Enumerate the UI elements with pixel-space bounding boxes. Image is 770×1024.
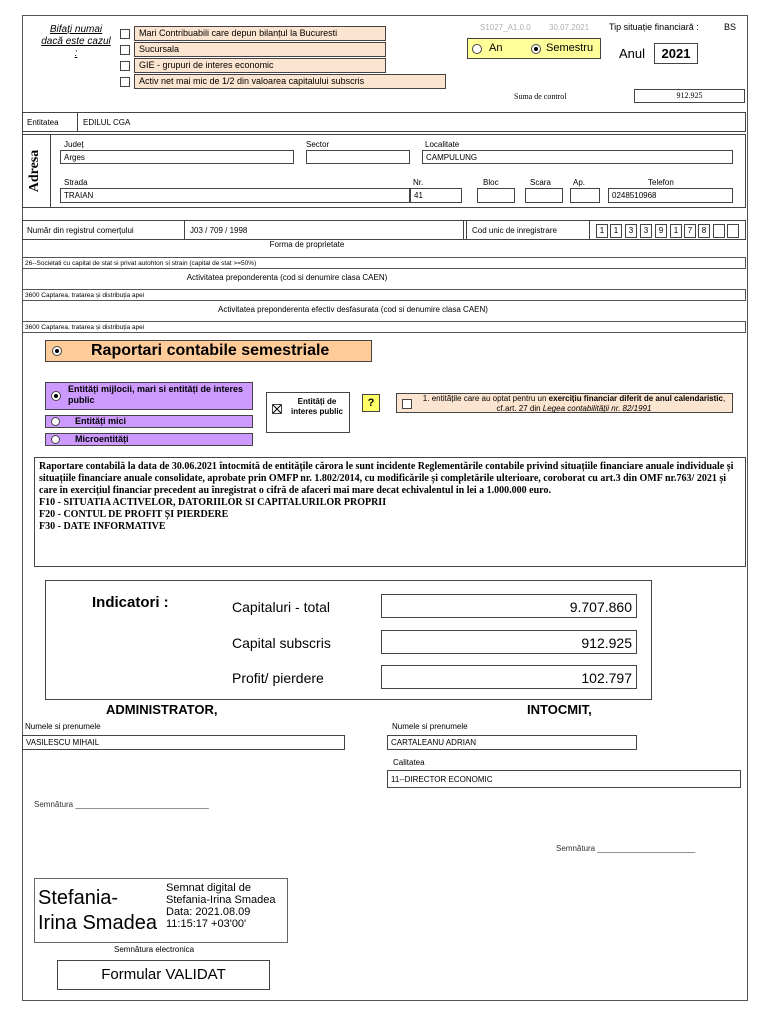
registry-value-box bbox=[184, 220, 464, 240]
option-checkbox-sucursala[interactable] bbox=[120, 45, 130, 55]
exercitiu-suffix: , cf.art. 27 din bbox=[496, 394, 726, 413]
intocmit-title: INTOCMIT, bbox=[527, 702, 592, 717]
period-semestru-radio[interactable] bbox=[531, 44, 541, 54]
bloc-label: Bloc bbox=[483, 178, 499, 187]
exercitiu-bold: exercițiu financiar diferit de anul calendaristic bbox=[548, 394, 723, 403]
entity-label: Entitatea bbox=[27, 118, 59, 127]
activitate-efectiv-title: Activitatea preponderenta efectiv desfasurata (cod si denumire clasa CAEN) bbox=[218, 305, 488, 314]
intocmit-name-field[interactable]: CARTALEANU ADRIAN bbox=[387, 735, 637, 750]
admin-title: ADMINISTRATOR, bbox=[106, 702, 218, 717]
exercitiu-italic: Legea contabilității nr. 82/1991 bbox=[542, 404, 652, 413]
signature-detail-line: Semnat digital de bbox=[166, 882, 251, 894]
option-sucursala: Sucursala bbox=[134, 42, 386, 57]
indicator-label: Profit/ pierdere bbox=[232, 670, 324, 686]
signature-detail-line: 11:15:17 +03'00' bbox=[166, 918, 247, 930]
nr-label: Nr. bbox=[413, 178, 424, 187]
description-line-f30: F30 - DATE INFORMATIVE bbox=[39, 521, 166, 532]
formular-validat: Formular VALIDAT bbox=[57, 960, 270, 990]
entity-type-large-radio[interactable] bbox=[51, 391, 61, 401]
cui-digit[interactable]: 7 bbox=[684, 224, 696, 238]
cui-label: Cod unic de inregistrare bbox=[472, 226, 557, 235]
cui-digit[interactable]: 1 bbox=[670, 224, 682, 238]
registry-value[interactable]: J03 / 709 / 1998 bbox=[190, 226, 248, 235]
cui-digit[interactable]: 8 bbox=[698, 224, 710, 238]
signature-details bbox=[166, 882, 275, 930]
suma-value[interactable]: 912.925 bbox=[634, 89, 745, 103]
judet-label: Județ bbox=[64, 140, 84, 149]
option-checkbox-gie[interactable] bbox=[120, 61, 130, 71]
indicator-value[interactable]: 102.797 bbox=[381, 665, 637, 689]
admin-name-field[interactable]: VASILESCU MIHAIL bbox=[22, 735, 345, 750]
suma-label: Suma de control bbox=[514, 92, 567, 101]
address-title: Adresa bbox=[27, 149, 42, 193]
exercitiu-checkbox[interactable] bbox=[402, 399, 412, 409]
telefon-label: Telefon bbox=[648, 178, 674, 187]
raportari-title: Raportari contabile semestriale bbox=[91, 342, 330, 359]
description-box bbox=[34, 457, 746, 567]
exercitiu-prefix: 1. entitățile care au optat pentru un bbox=[422, 394, 549, 403]
admin-name-label: Numele si prenumele bbox=[25, 722, 101, 731]
calitatea-label: Calitatea bbox=[393, 758, 425, 767]
period-semestru-label: Semestru bbox=[546, 42, 594, 54]
admin-semnatura: Semnătura ______________________________ bbox=[34, 800, 209, 809]
period-an-radio[interactable] bbox=[472, 44, 482, 54]
calitatea-field[interactable]: 11--DIRECTOR ECONOMIC bbox=[387, 770, 741, 788]
help-button[interactable]: ? bbox=[362, 394, 380, 412]
entity-type-large-label: Entități mijlocii, mari si entități de interes public bbox=[68, 384, 244, 405]
intocmit-name-label: Numele si prenumele bbox=[392, 722, 468, 731]
anul-value[interactable]: 2021 bbox=[654, 43, 698, 64]
option-activ-net: Activ net mai mic de 1/2 din valoarea capitalului subscris bbox=[134, 74, 446, 89]
indicatori-title: Indicatori : bbox=[92, 594, 169, 611]
entity-type-micro-label: Microentități bbox=[75, 434, 129, 444]
signature-name-line1: Stefania- bbox=[38, 887, 119, 909]
option-checkbox-mari[interactable] bbox=[120, 29, 130, 39]
entity-type-micro-radio[interactable] bbox=[51, 435, 60, 444]
description-text: Raportare contabilă la data de 30.06.2021 întocmită de entitățile cărora le sunt incidente Reglementările contabile privind situațiile financiare anuale individuale și situațiile financiare anuale consolidate, aprobate prin OMFP nr. 1.802/2014, cu modificările și completările ulterioare, coroborat cu art.3 din OMF nr.763/ 2021 și care în exercițiul financiar precedent au înregistrat o cifră de afaceri mai mare decat echivalentul in lei a 1.000.000 euro. bbox=[39, 461, 734, 496]
exercitiu-text bbox=[418, 394, 730, 414]
cui-digit[interactable]: 1 bbox=[596, 224, 608, 238]
indicator-value[interactable]: 9.707.860 bbox=[381, 594, 637, 618]
tip-value: BS bbox=[724, 22, 737, 32]
sector-field[interactable] bbox=[306, 150, 410, 164]
indicator-label: Capitaluri - total bbox=[232, 599, 331, 615]
cui-digit[interactable]: 3 bbox=[640, 224, 652, 238]
cui-digit[interactable]: 9 bbox=[655, 224, 667, 238]
cui-digit[interactable] bbox=[727, 224, 739, 238]
telefon-field[interactable]: 0248510968 bbox=[608, 188, 733, 203]
registry-label: Număr din registrul comerțului bbox=[27, 226, 134, 235]
scara-field[interactable] bbox=[525, 188, 563, 203]
nr-field[interactable]: 41 bbox=[410, 188, 462, 203]
option-gie: GIE - grupuri de interes economic bbox=[134, 58, 386, 73]
cui-digit[interactable]: 3 bbox=[625, 224, 637, 238]
option-mari: Mari Contribuabili care depun bilanțul la Bucuresti bbox=[134, 26, 386, 41]
interes-public-checkbox[interactable] bbox=[272, 404, 282, 414]
intocmit-semnatura: Semnătura ______________________ bbox=[556, 844, 696, 853]
strada-field[interactable]: TRAIAN bbox=[60, 188, 410, 203]
entity-type-small-radio[interactable] bbox=[51, 417, 60, 426]
localitate-label: Localitate bbox=[425, 140, 460, 149]
entity-value[interactable]: EDILUL CGA bbox=[83, 118, 131, 127]
activitate-title: Activitatea preponderenta (cod si denumire clasa CAEN) bbox=[186, 273, 388, 282]
localitate-field[interactable]: CAMPULUNG bbox=[422, 150, 733, 164]
strada-label: Strada bbox=[64, 178, 88, 187]
anul-label: Anul bbox=[619, 46, 646, 61]
signature-name-line2: Irina Smadea bbox=[38, 912, 157, 934]
signature-detail-line: Stefania-Irina Smadea bbox=[166, 894, 276, 906]
forma-field[interactable]: 26--Societati cu capital de stat si privat autohton si strain (capital de stat >=50%) bbox=[22, 257, 746, 269]
ap-label: Ap. bbox=[573, 178, 586, 187]
judet-field[interactable]: Arges bbox=[60, 150, 294, 164]
form-code: S1027_A1.0.0 bbox=[480, 23, 531, 32]
option-checkbox-activ-net[interactable] bbox=[120, 77, 130, 87]
bloc-field[interactable] bbox=[477, 188, 515, 203]
cui-label-box bbox=[466, 220, 590, 240]
forma-title: Forma de proprietate bbox=[269, 240, 345, 249]
description-line-f20: F20 - CONTUL DE PROFIT ȘI PIERDERE bbox=[39, 509, 229, 520]
scara-label: Scara bbox=[530, 178, 551, 187]
indicator-value[interactable]: 912.925 bbox=[381, 630, 637, 654]
sector-label: Sector bbox=[306, 140, 330, 149]
activitate-field[interactable]: 3600 Captarea, tratarea și distribuția apei bbox=[22, 289, 746, 301]
tip-label: Tip situație financiară : bbox=[609, 22, 699, 32]
activitate-efectiv-field[interactable]: 3600 Captarea, tratarea și distribuția apei bbox=[22, 321, 746, 333]
description-line-f10: F10 - SITUATIA ACTIVELOR, DATORIILOR SI CAPITALURILOR PROPRII bbox=[39, 497, 387, 508]
entity-divider bbox=[77, 112, 78, 132]
cui-digit[interactable]: 1 bbox=[610, 224, 622, 238]
entity-type-small-label: Entități mici bbox=[75, 416, 127, 426]
signature-detail-line: Data: 2021.08.09 bbox=[166, 906, 251, 918]
cui-digit[interactable] bbox=[713, 224, 725, 238]
period-an-label: An bbox=[489, 42, 503, 54]
entity-row bbox=[22, 112, 746, 132]
indicator-label: Capital subscris bbox=[232, 635, 331, 651]
bifati-label: Bifați numai dacă este cazul : bbox=[41, 24, 111, 59]
interes-public-label: Entități de interes public bbox=[290, 397, 343, 416]
form-date: 30.07.2021 bbox=[549, 23, 590, 32]
signature-caption: Semnătura electronica bbox=[114, 945, 195, 954]
address-divider bbox=[50, 134, 51, 208]
ap-field[interactable] bbox=[570, 188, 600, 203]
raportari-radio[interactable] bbox=[52, 346, 62, 356]
